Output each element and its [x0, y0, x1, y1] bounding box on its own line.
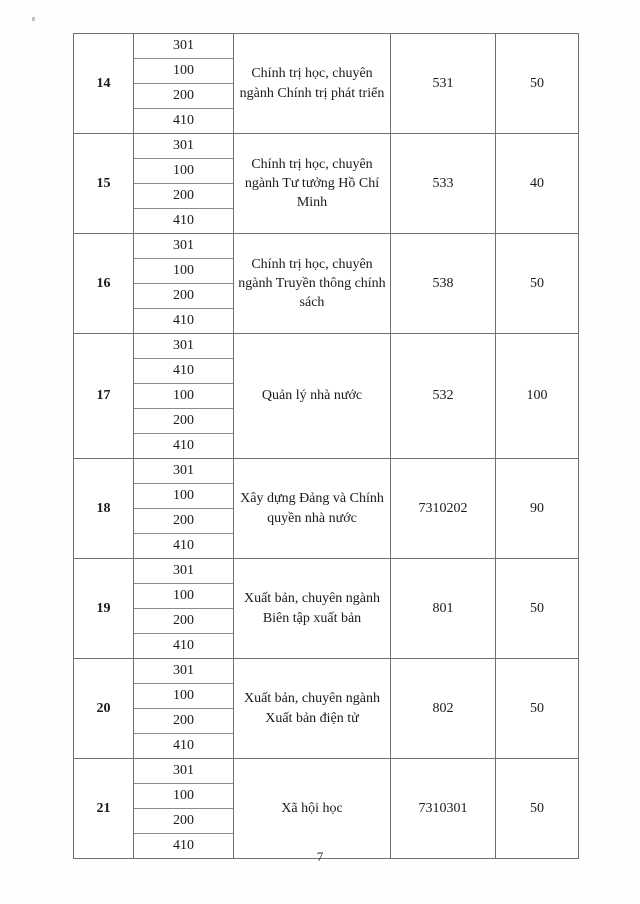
code-row — [134, 309, 233, 334]
subject-group-code: 100 — [134, 584, 233, 609]
code-row — [134, 634, 233, 659]
quota-cell: 50 — [496, 559, 579, 659]
program-name-cell: Xã hội học — [234, 759, 391, 859]
scan-artifact-speck — [32, 17, 35, 21]
subject-group-code: 100 — [134, 784, 233, 809]
program-code-cell: 538 — [391, 234, 496, 334]
subject-group-code-list — [134, 759, 233, 858]
code-row — [134, 734, 233, 759]
code-row — [134, 384, 233, 409]
row-number-cell: 15 — [74, 134, 134, 234]
program-code-cell: 532 — [391, 334, 496, 459]
subject-group-code: 200 — [134, 709, 233, 734]
subject-group-code: 301 — [134, 459, 233, 484]
table-body — [74, 34, 579, 859]
code-row — [134, 59, 233, 84]
program-code-cell: 531 — [391, 34, 496, 134]
subject-group-code: 410 — [134, 634, 233, 659]
subject-group-code: 200 — [134, 809, 233, 834]
subject-group-codes-cell — [134, 334, 234, 459]
program-name-cell: Chính trị học, chuyên ngành Tư tưởng Hồ Chí Minh — [234, 134, 391, 234]
table-row — [74, 459, 579, 559]
code-row — [134, 659, 233, 684]
code-row — [134, 334, 233, 359]
table-row — [74, 759, 579, 859]
subject-group-code: 410 — [134, 309, 233, 334]
code-row — [134, 609, 233, 634]
subject-group-code: 301 — [134, 34, 233, 59]
subject-group-code: 100 — [134, 484, 233, 509]
program-name-cell: Xây dựng Đảng và Chính quyền nhà nước — [234, 459, 391, 559]
subject-group-code: 410 — [134, 109, 233, 134]
subject-group-code: 200 — [134, 284, 233, 309]
subject-group-code: 301 — [134, 134, 233, 159]
subject-group-code: 100 — [134, 159, 233, 184]
subject-group-code: 200 — [134, 84, 233, 109]
admissions-table — [73, 33, 579, 859]
quota-cell: 90 — [496, 459, 579, 559]
row-number-cell: 20 — [74, 659, 134, 759]
row-number-cell: 14 — [74, 34, 134, 134]
subject-group-code: 301 — [134, 559, 233, 584]
program-name-cell: Chính trị học, chuyên ngành Truyền thông chính sách — [234, 234, 391, 334]
program-code-cell: 7310301 — [391, 759, 496, 859]
subject-group-code: 100 — [134, 384, 233, 409]
code-row — [134, 209, 233, 234]
quota-cell: 40 — [496, 134, 579, 234]
row-number-cell: 21 — [74, 759, 134, 859]
row-number-cell: 18 — [74, 459, 134, 559]
quota-cell: 50 — [496, 34, 579, 134]
code-row — [134, 484, 233, 509]
code-row — [134, 184, 233, 209]
subject-group-code: 301 — [134, 334, 233, 359]
subject-group-codes-cell — [134, 559, 234, 659]
subject-group-code: 301 — [134, 759, 233, 784]
code-row — [134, 584, 233, 609]
table-row — [74, 559, 579, 659]
subject-group-code: 410 — [134, 434, 233, 459]
subject-group-code-list — [134, 659, 233, 758]
program-code-cell: 802 — [391, 659, 496, 759]
quota-cell: 100 — [496, 334, 579, 459]
program-name-cell: Quản lý nhà nước — [234, 334, 391, 459]
table-row — [74, 234, 579, 334]
program-code-cell: 801 — [391, 559, 496, 659]
subject-group-codes-cell — [134, 234, 234, 334]
subject-group-codes-cell — [134, 34, 234, 134]
table-row — [74, 334, 579, 459]
code-row — [134, 559, 233, 584]
subject-group-code: 410 — [134, 834, 233, 859]
code-row — [134, 109, 233, 134]
subject-group-code-list — [134, 234, 233, 333]
page-number: 7 — [316, 849, 324, 864]
code-row — [134, 759, 233, 784]
subject-group-code-list — [134, 134, 233, 233]
program-name-cell: Chính trị học, chuyên ngành Chính trị phát triển — [234, 34, 391, 134]
program-name-cell: Xuất bản, chuyên ngành Biên tập xuất bản — [234, 559, 391, 659]
code-row — [134, 84, 233, 109]
code-row — [134, 809, 233, 834]
subject-group-code: 410 — [134, 734, 233, 759]
quota-cell: 50 — [496, 759, 579, 859]
code-row — [134, 509, 233, 534]
subject-group-codes-cell — [134, 459, 234, 559]
subject-group-codes-cell — [134, 759, 234, 859]
code-row — [134, 259, 233, 284]
code-row — [134, 434, 233, 459]
table-row — [74, 34, 579, 134]
row-number-cell: 17 — [74, 334, 134, 459]
code-row — [134, 159, 233, 184]
code-row — [134, 709, 233, 734]
subject-group-code: 200 — [134, 409, 233, 434]
subject-group-code: 410 — [134, 534, 233, 559]
program-name-cell: Xuất bản, chuyên ngành Xuất bản điện tử — [234, 659, 391, 759]
table-row — [74, 134, 579, 234]
code-row — [134, 234, 233, 259]
subject-group-code: 301 — [134, 659, 233, 684]
subject-group-code: 100 — [134, 684, 233, 709]
subject-group-code: 410 — [134, 209, 233, 234]
code-row — [134, 784, 233, 809]
code-row — [134, 34, 233, 59]
subject-group-code: 100 — [134, 59, 233, 84]
subject-group-code: 410 — [134, 359, 233, 384]
program-code-cell: 533 — [391, 134, 496, 234]
subject-group-code: 100 — [134, 259, 233, 284]
quota-cell: 50 — [496, 234, 579, 334]
subject-group-codes-cell — [134, 134, 234, 234]
code-row — [134, 134, 233, 159]
table-row — [74, 659, 579, 759]
code-row — [134, 359, 233, 384]
code-row — [134, 459, 233, 484]
subject-group-codes-cell — [134, 659, 234, 759]
subject-group-code-list — [134, 559, 233, 658]
subject-group-code-list — [134, 34, 233, 133]
code-row — [134, 684, 233, 709]
subject-group-code: 200 — [134, 509, 233, 534]
code-row — [134, 534, 233, 559]
subject-group-code: 200 — [134, 184, 233, 209]
row-number-cell: 16 — [74, 234, 134, 334]
subject-group-code-list — [134, 459, 233, 558]
program-code-cell: 7310202 — [391, 459, 496, 559]
admissions-table-container — [73, 33, 578, 859]
code-row — [134, 284, 233, 309]
subject-group-code-list — [134, 334, 233, 458]
code-row — [134, 409, 233, 434]
row-number-cell: 19 — [74, 559, 134, 659]
subject-group-code: 200 — [134, 609, 233, 634]
quota-cell: 50 — [496, 659, 579, 759]
subject-group-code: 301 — [134, 234, 233, 259]
